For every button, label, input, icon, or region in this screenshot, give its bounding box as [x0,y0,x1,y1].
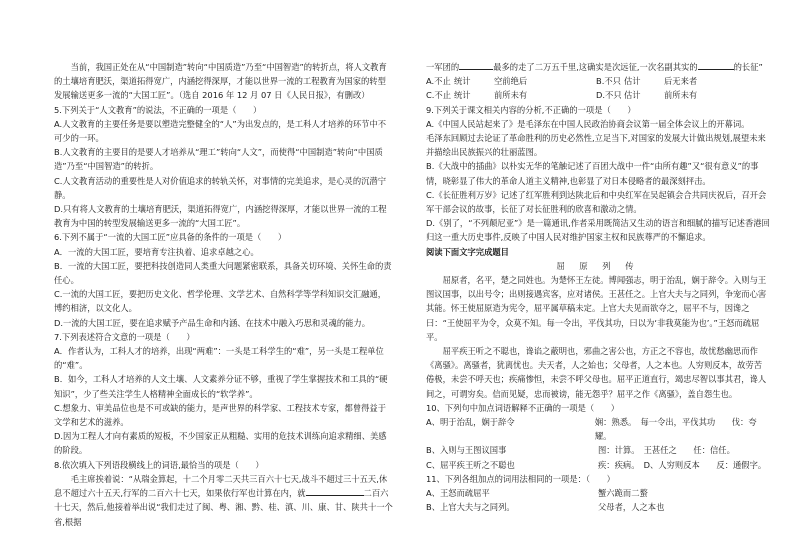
option-word [726,88,766,102]
question-8-options-ab [426,74,770,88]
option-text: B、上官大夫与之同列。 [426,502,515,513]
right-column [426,60,770,515]
question-10-option-b [426,443,770,457]
option-label: A.不止 [426,76,451,87]
question-9-option-a-continued: 毛泽东回顾过去论证了革命胜利的历史必然性,立足当下,对国家的发展大计做出规划,展望未来并描绘出民族振兴的壮丽蓝图。 [426,133,766,158]
option-word: 估计 [624,90,641,101]
option-text: 图：计算。 王甚任之 任：信任。 [598,445,735,456]
option-text: A、王怒而疏屈平 [426,488,490,499]
question-8-passage-part: 二百六十七天， [54,488,389,513]
option-word: 空前绝后 [494,76,528,87]
question-8-passage-part: 毛主席挨着说：“从瑞金算起，十二个月零二天共三百六十七天,战斗不超过三十五天,休息不超过六十五天,行军的二百六十七天，如果依行军也计算在内，就 [54,473,388,499]
option-text: 蟹六跪而二螯 [598,488,648,499]
option-word [726,74,766,88]
option-word: 后无来者 [664,76,698,87]
option-word [556,88,596,102]
question-8-options-cd [426,88,770,102]
option-word: 前所未有 [664,90,698,101]
question-8-passage-part: 最多的走了二万五千里,这确实是次远征,一次名副其实的 [493,62,698,72]
answer-blank [459,60,493,70]
question-9-option-d: D.《别了，“不列颠尼亚”》是一篇通讯,作者采用既简洁又生动的语言和细腻的描写记述香港回归这一重大历史事件,反映了中国人民对维护国家主权和民族尊严的不懈追求。 [426,218,770,243]
question-8-passage-continued [426,60,770,74]
option-text: 疾：疾病。 D、人穷则反本 反：通假字。 [598,459,767,470]
option-text: C、屈平疾王听之不聪也 [426,459,515,470]
question-11-option-a [426,486,770,500]
left-column [54,60,394,529]
question-5: 5.下列关于“人文教育”的说法，不正确的一项是（ ） [54,104,262,115]
section-heading: 阅读下面文字完成题目 [426,246,509,257]
answer-blank [306,486,364,496]
question-8: 8.依次填入下列语段横线上的词语,最恰当的项是（ ） [54,459,264,470]
question-6-option-d: D.一流的大国工匠，要在追求赋予产品生命和内涵、在技术中融入巧思和灵魂的能力。 [54,317,371,328]
passage-paragraph: 当前，我国正处在从“中国制造”转向“中国质造”乃至“中国智造”的转折点，将人文教育的土壤培育肥沃，渠道拓得宽广，内涵挖得深厚，才能以世界一流的工程教育为国家的转型发展输送更多一流的“大国工匠”。（选自 2016 年 12 月 07 日《人民日报》，有删改） [54,62,387,101]
question-6: 6.下列不属于“一流的大国工匠”应具备的条件的一项是（ ） [54,232,287,243]
question-11: 11、下列各组加点的词用法相同的一项是：（ ） [426,473,615,484]
question-8-passage-part: 一军团的 [426,62,460,72]
question-8-passage-part: 然后,他接着举出说“我们走过了闽、粤、湘、黔、桂、滇、川、康、甘、陕共十一个省,根据 [54,502,393,527]
question-8-passage [54,472,394,529]
option-label: D.不只 [596,90,622,101]
question-7: 7.下列表述符合文意的一项是（ ） [54,331,195,342]
classical-passage-paragraph: 屈平疾王听之不聪也，谗谄之蔽明也，邪曲之害公也，方正之不容也，故忧愁幽思而作《离骚》。离骚者，犹离忧也。夫天者，人之始也；父母者，人之本也。人穷则反本，故劳苦倦极，未尝不呼天也；疾痛惨怛，未尝不呼父母也。屈平正道直行，竭忠尽智以事其君，谗人间之，可谓穷矣。信而见疑，忠而被谤，能无怨乎？屈平之作《离骚》，盖自怨生也。 [426,346,767,399]
question-7-option-d: D.因为工程人才向有素质的短板，不少国家正从粗糙、实用的危技术训练向追求精细、美感的阶段。 [54,431,387,456]
question-6-option-b: B．一流的大国工匠，要把科技创造同人类重大问题紧密联系，具备关切环境、关怀生命的责任心。 [54,260,392,286]
question-6-option-c: C.一流的大国工匠，要把历史文化、哲学伦理、文学艺术、自然科学等学科知识交汇融通，博约相济，以文化人。 [54,289,387,314]
question-9-option-b: B.《大战中的插曲》以朴实无华的笔触记述了百团大战中一件“由所有趣”又“很有意义”的事情，晓彰显了伟大的革命人道主义精神,也彰显了对日本侵略者的最深刻抨击。 [426,161,759,186]
answer-blank [698,60,734,70]
question-7-option-a: A．作者认为，工科人才的培养，出现“两难”：一头是工科学生的“难”，另一头是工程单位的“难”。 [54,346,384,371]
option-word: 统计 [454,90,471,101]
question-7-option-c: C.想象力、审美品位也是不可或缺的能力，是声世界的科学家、工程技术专家，都曾得益于文学和艺术的滋养。 [54,402,387,428]
question-10-option-a [426,415,770,443]
question-10-option-c [426,458,770,472]
option-label: C.不止 [426,90,452,101]
option-word [556,74,596,88]
option-word: 统计 [454,76,471,87]
option-label: B.不只 [596,76,621,87]
question-9-option-a: A.《中国人民站起来了》是毛泽东在中国人民政治协商会议第一届全体会议上的开幕词。 [426,118,750,129]
question-5-option-b: B.人文教育的主要目的是要人才培养从“理工”转向“人文”，而使得“中国制造”转向“中国质造”乃至“中国智造”的转折。 [54,147,383,172]
option-text: 娴：熟悉。 每一令出，平伐其功 伐：夸耀。 [594,417,757,442]
question-5-option-a: A.人文教育的主要任务是要以塑造完整健全的“人”为出发点的，是工科人才培养的环节中不可少的一环。 [54,118,387,144]
question-11-option-b [426,500,770,514]
option-text: A、明于治乱，娴于辞令 [426,417,515,428]
option-text: 父母者，人之本也 [598,502,665,513]
option-text: B、入则与王图议国事 [426,445,507,456]
question-10: 10、下列句中加点词语解释不正确的一项是（ ） [426,402,620,413]
passage-title: 屈 原 列 传 [556,260,640,271]
option-word: 估计 [624,76,641,87]
question-9-option-c: C.《长征胜利万岁》记述了红军胜利到达陕北后和中央红军在吴起镇会合共同庆祝后，召开会军干部会议的故事，长征了对长征胜利的欣喜和激动之情。 [426,189,767,215]
question-8-passage-part: 的长征” [733,62,763,72]
question-9: 9.下列关于课文相关内容的分析,不正确的一项是（ ） [426,104,636,115]
question-5-option-c: C.人文教育活动的重要性是人对价值追求的转轨关怀，对事情的完美追求，是心灵的沉潜宁静。 [54,175,387,200]
question-5-option-d: D.只有将人文教育的土壤培育肥沃，渠道拓得宽广，内涵挖得深厚，才能以世界一流的工程教育为中国的转型发展输送更多一流的“大国工匠”。 [54,204,387,229]
option-word: 前所未有 [494,90,528,101]
question-7-option-b: B．如今，工科人才培养的人文土壤、人文素养分证不够，重视了学生掌握技术和工具的“硬知识”，少了些关注学生人格精神全面成长的“软学养”。 [54,374,388,399]
question-6-option-a: A．一流的大国工匠，要培育专注执着、追求卓越之心。 [54,246,259,257]
classical-passage-paragraph: 屈原者，名平，楚之同姓也。为楚怀王左徒。博闻强志，明于治乱，娴于辞令。入则与王图议国事，以出号令；出则接遇宾客，应对诸侯。王甚任之。上官大夫与之同列，争宠而心害其能。怀王使屈原造为宪令，屈平属草稿未定。上官大夫见而欲夺之，屈平不与，因谗之曰：“王使屈平为令，众莫不知。每一令出，平伐其功，曰以为‘非我莫能为也’。”王怒而疏屈平。 [426,275,767,342]
